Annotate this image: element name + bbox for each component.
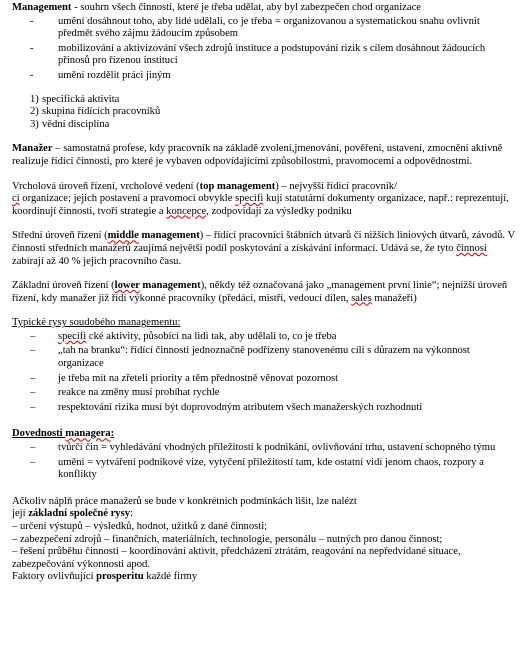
item-text: specifická aktivita: [42, 93, 120, 105]
text-run: prosperitu: [96, 571, 144, 583]
list-item: – respektování rizika musí být doprovodným atributem všech manažerských rozhodnutí: [12, 402, 517, 415]
text-run: cké aktivity, působící na lidi tak, aby udělali to, co je třeba: [86, 330, 337, 342]
list-item: – umění = vytváření podnikové vize, vytyčení příležitostí tam, kde ostatní vidí jenom chaos, rozpory a konflikty: [12, 457, 517, 482]
text-run: Střední úroveň řízení (: [12, 230, 108, 242]
list-item: - umění rozdělit práci jiným: [12, 70, 517, 83]
text-run: , zodpovídají za výsledky podniku: [206, 205, 352, 217]
manager-def-text: – samostatná profese, kdy pracovník na základě zvolení,jmenování, pověření, ustavení, zmocnění aktivně realizuje řídící činnosti, pro které je vybaven odpovídajícími způsobilostmi, pravomocemi a odpovědnostmi.: [12, 143, 503, 167]
text-run: :: [130, 508, 133, 520]
text-run: ), někdy též označovaná jako „management první linie“; nejnižší úroveň řízení, kdy manažer již řídí výkonné pracovníky (předáci, mistři, vedoucí dílen,: [12, 280, 508, 304]
text-run: Vrcholová úroveň řízení, vrcholové vedení (: [12, 180, 200, 192]
skills-heading: [12, 428, 517, 441]
manager-definition: [12, 143, 517, 168]
numbered-item: [12, 119, 517, 132]
text-run: managera: [65, 428, 111, 440]
list-item: – „tah na branku“: řídící činnosti jednoznačně podřízeny stanovenému cíli s důrazem na výkonnost organizace: [12, 345, 517, 370]
item-text: skupina řídících pracovníků: [42, 106, 161, 118]
list-item: - umění dosáhnout toho, aby lidé udělali, co je třeba = organizovanou a systematickou snahu ovlivnit předmět svého zájmu žádoucím způsobem: [12, 16, 517, 41]
text-run: organizace; jejich postavení a pravomoci obvykle: [19, 193, 236, 205]
text-run: každé firmy: [143, 571, 198, 583]
item-number: 2): [30, 106, 39, 118]
text-run: manažeři): [371, 292, 417, 304]
list-item: – reakce na změny musí probíhat rychle: [12, 387, 517, 400]
text-run: ci: [12, 193, 20, 205]
text-run: koncepce: [166, 205, 207, 217]
skills-list: [12, 442, 517, 482]
top-management-paragraph: [12, 181, 517, 219]
text-run: ) – nejvyšší řídící pracovník/: [275, 180, 398, 192]
top-management-term: top management: [199, 180, 276, 192]
list-item: [12, 331, 517, 344]
management-term: Management: [12, 2, 72, 13]
text-run: Dovednosti: [12, 428, 66, 440]
lower-term: lower: [114, 280, 140, 292]
item-number: 3): [30, 118, 39, 130]
traits-list: [12, 331, 517, 415]
text-run: sales: [351, 292, 372, 304]
text-run: Základní úroveň řízení (: [12, 280, 115, 292]
closing-factors: [12, 571, 517, 584]
text-run: zabírají až 40 % jejich pracovního času.: [12, 255, 182, 267]
text-run: kují statutární dokumenty organizace, např.: reprezentují, koordinují činnosti, tvoří strategie a: [12, 193, 509, 217]
text-run: Faktory ovlivňující: [12, 571, 97, 583]
middle-term-rest: management: [138, 230, 200, 242]
management-definition: [12, 2, 517, 15]
text-run: specifi: [235, 193, 264, 205]
numbered-item: [12, 106, 517, 119]
closing-intro: Ačkoliv náplň práce manažerů se bude v konkrétních podmínkách lišit, lze nalézt: [12, 495, 357, 507]
item-text: vědní disciplína: [42, 118, 110, 130]
closing-rysy: [12, 508, 517, 521]
traits-heading: Typické rysy soudobého managementu:: [12, 317, 181, 329]
text-run: specifi: [58, 330, 87, 342]
manager-term: Manažer: [12, 143, 53, 155]
numbered-item: [12, 94, 517, 107]
list-item: – je třeba mít na zřeteli priority a těm přednostně věnovat pozornost: [12, 373, 517, 386]
list-item: - mobilizování a aktivizování všech zdrojů instituce a podstupování rizik s cílem dosáhnout žádoucích přínosů pro řízenou instituci: [12, 43, 517, 68]
closing-line: – určení výstupů – výsledků, hodnot, užitků z dané činnosti;: [12, 521, 268, 532]
text-run: její: [12, 508, 29, 520]
middle-term: middle: [107, 230, 139, 242]
management-def-text: - souhrn všech činností, které je třeba udělat, aby byl zabezpečen chod organizace: [71, 2, 421, 13]
management-points: [12, 16, 517, 83]
management-numbered-list: [12, 94, 517, 132]
list-item: – tvůrčí čin = vyhledávání vhodných příležitostí k podnikání, ovlivňování trhu, ustavení schopného týmu: [12, 442, 517, 455]
item-number: 1): [30, 93, 39, 105]
middle-management-paragraph: [12, 230, 517, 268]
closing-line: – zabezpečení zdrojů – finančních, materiálních, technologie, personálu – nutných pro danou činnost;: [12, 533, 443, 545]
text-run: činnosi: [456, 242, 487, 254]
text-run: :: [110, 428, 115, 440]
text-run: základní společné rysy: [28, 508, 131, 520]
lower-management-paragraph: [12, 280, 517, 305]
text-run: ) – řídící pracovníci štábních útvarů či nižších liniových útvarů, závodů. V činnosti středních manažerů zaujímá největší podíl poskytování a získávání informací. Udává se, že tyto: [12, 230, 515, 254]
lower-term-rest: management: [139, 280, 201, 292]
closing-line: – řešení průběhu činnosti – koordinování aktivit, předcházení ztrátám, reagování na nepředvídané situace, zabezpečování výkonnosti apod.: [12, 546, 461, 570]
